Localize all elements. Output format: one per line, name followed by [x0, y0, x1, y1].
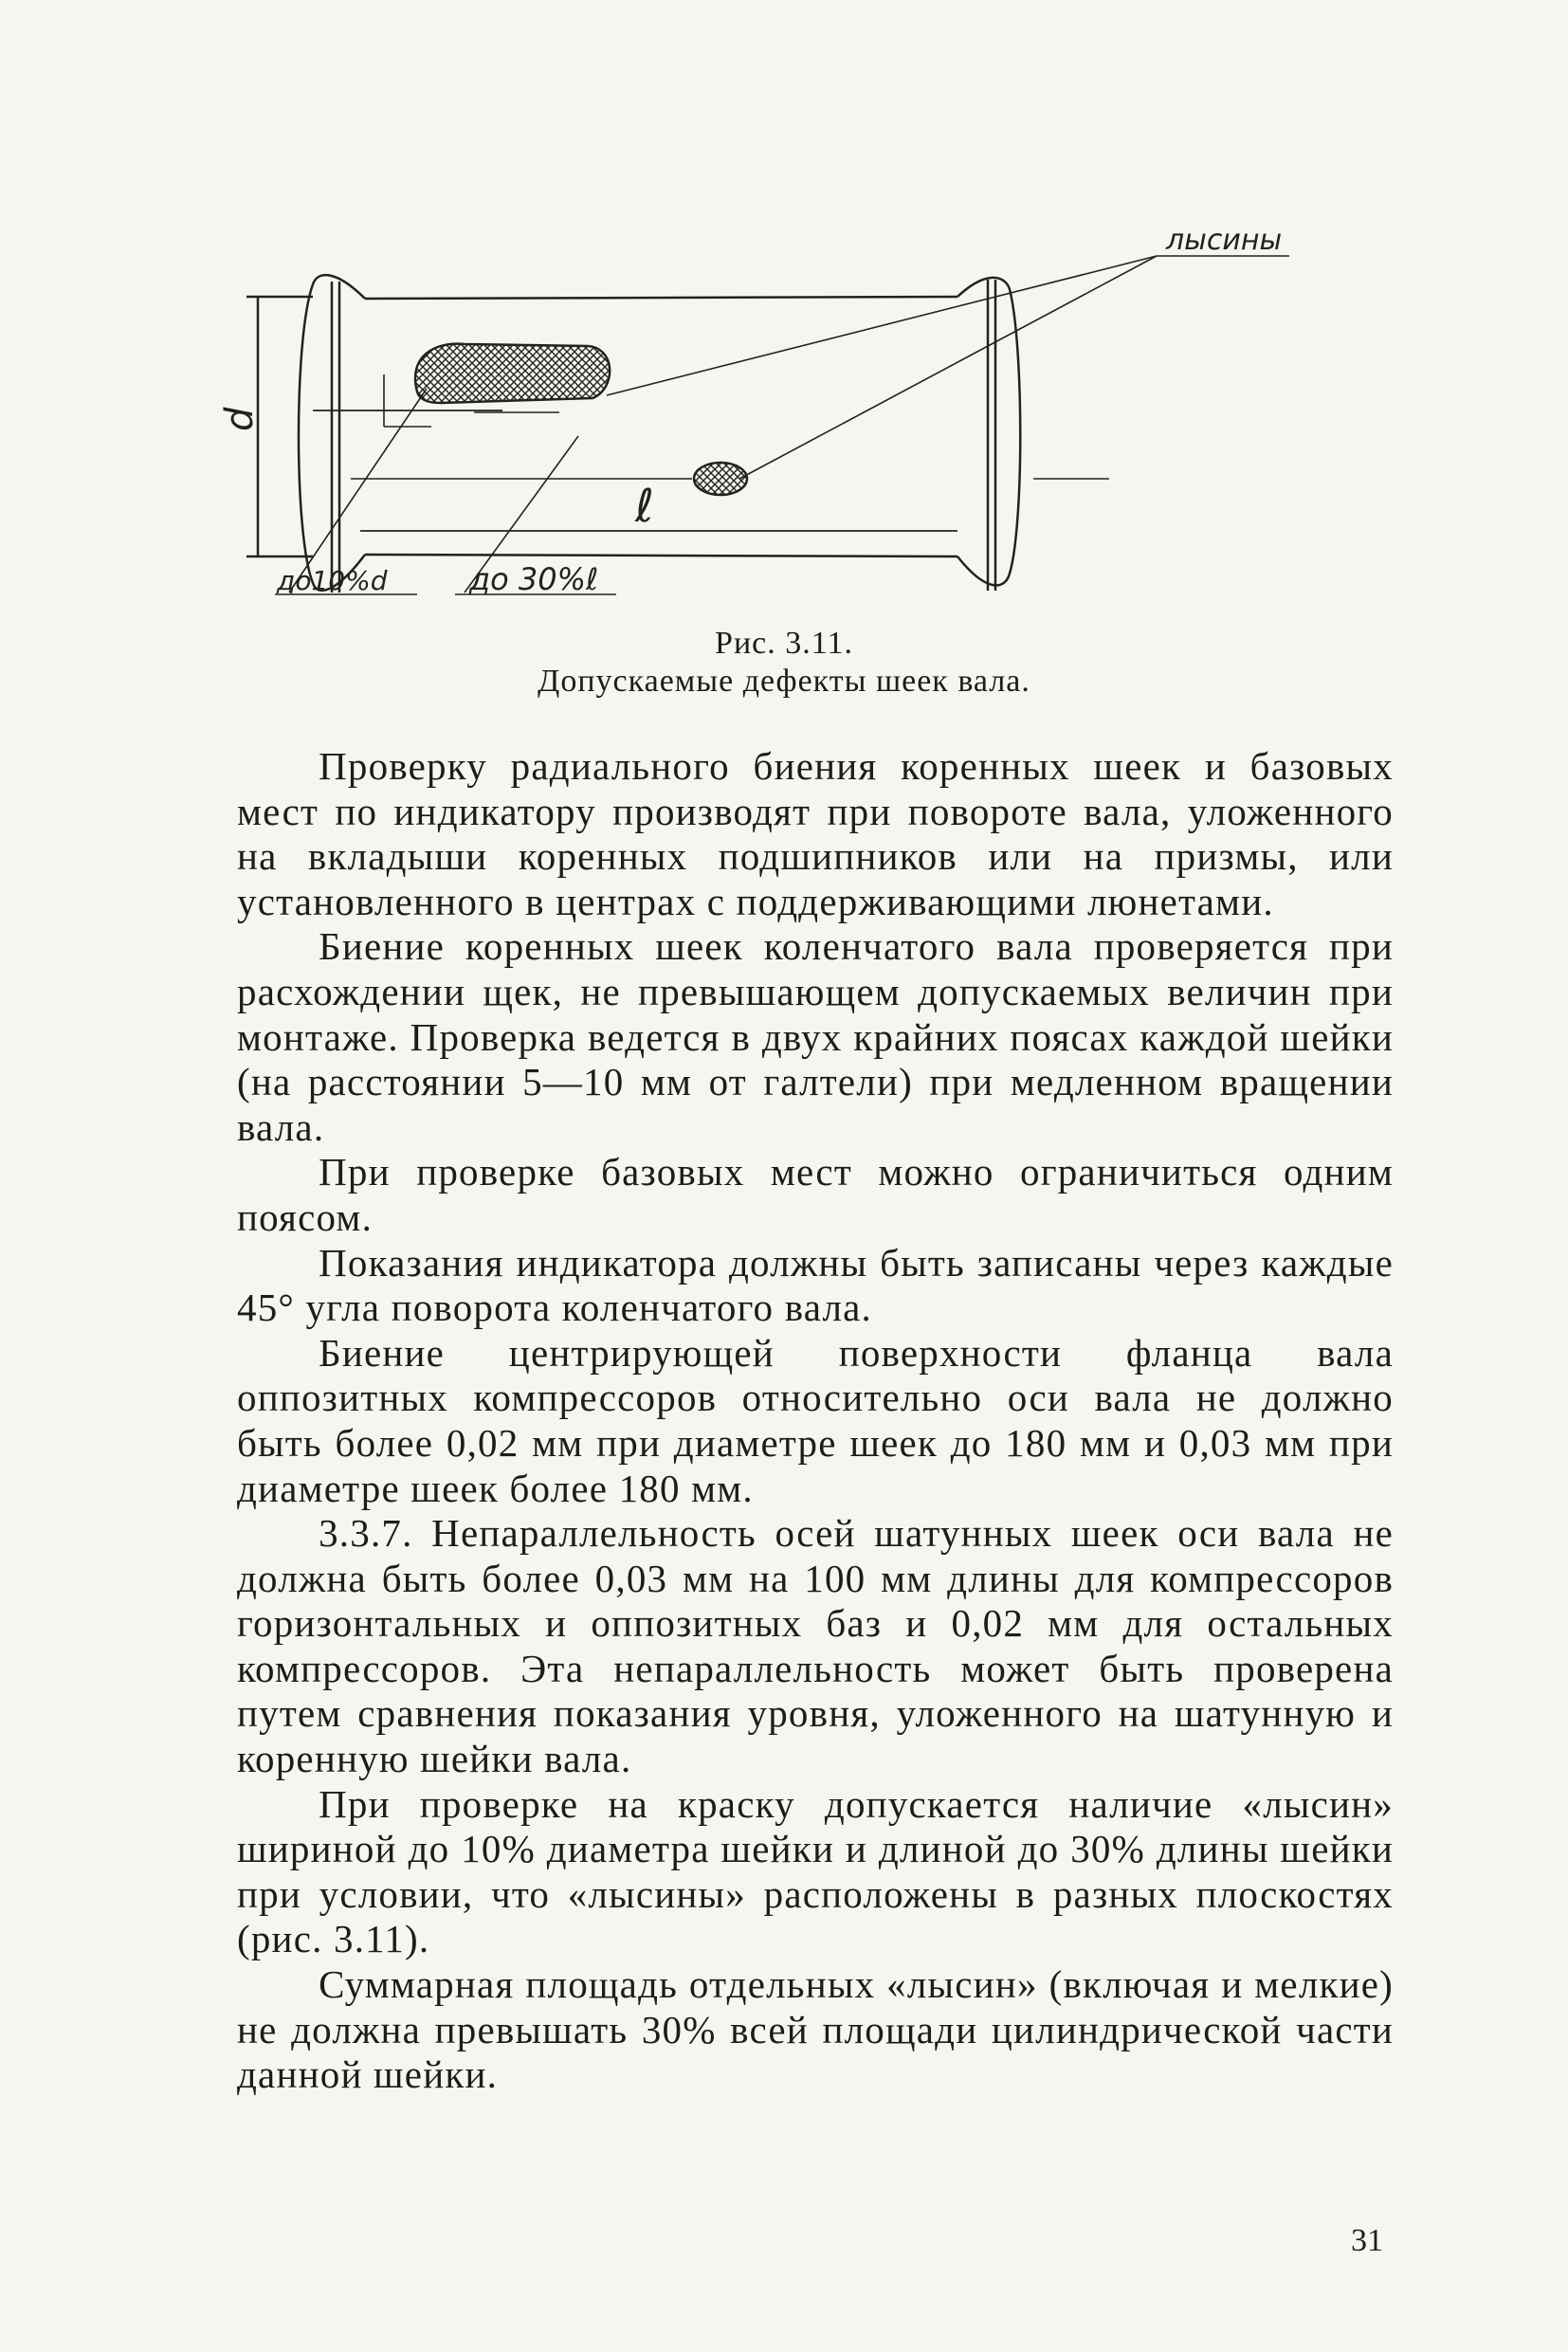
diameter-label: d	[218, 407, 262, 431]
paragraph: Проверку радиального биения коренных шеек и базовых мест по индикатору производят при повороте вала, уложенного на вкладыши коренных подшипников или на призмы, или установленного в центрах с поддерживающими люнетами.	[237, 744, 1394, 923]
figure-caption: Допускаемые дефекты шеек вала.	[538, 664, 1030, 699]
length-label: ℓ	[635, 480, 654, 533]
width-tolerance-note: до10%d	[277, 565, 388, 596]
paragraph: При проверке базовых мест можно ограничиться одним поясом.	[237, 1150, 1394, 1239]
body-text	[237, 744, 1394, 2098]
paragraph: Биение коренных шеек коленчатого вала проверяется при расхождении щек, не превышающем допускаемых величин при монтаже. Проверка ведется в двух крайних поясах каждой шейки (на расстоянии 5—10 мм от галтели) при медленном вращении вала.	[237, 924, 1394, 1149]
paragraph: 3.3.7. Непараллельность осей шатунных шеек оси вала не должна быть более 0,03 мм на 100 мм длины для компрессоров горизонтальных и оппозитных баз и 0,02 мм для остальных компрессоров. Эта непараллельность может быть проверена путем сравнения показания уровня, уложенного на шатунную и коренную шейки вала.	[237, 1511, 1394, 1781]
page-number: 31	[1351, 2223, 1383, 2258]
paragraph: Показания индикатора должны быть записаны через каждые 45° угла поворота коленчатого вала.	[237, 1240, 1394, 1330]
paragraph: Суммарная площадь отдельных «лысин» (включая и мелкие) не должна превышать 30% всей площади цилиндрической части данной шейки.	[237, 1962, 1394, 2097]
flats-callout-label: лысины	[1166, 224, 1283, 257]
flat-large-hatched	[415, 344, 610, 403]
figure-number: Рис. 3.11.	[715, 626, 853, 661]
paragraph: Биение центрирующей поверхности фланца вала оппозитных компрессоров относительно оси вала не должно быть более 0,02 мм при диаметре шеек до 180 мм и 0,03 мм при диаметре шеек более 180 мм.	[237, 1330, 1394, 1510]
paragraph: При проверке на краску допускается наличие «лысин» шириной до 10% диаметра шейки и длиной до 30% длины шейки при условии, что «лысины» расположены в разных плоскостях (рис. 3.11).	[237, 1781, 1394, 1961]
length-tolerance-note: до 30%ℓ	[469, 561, 599, 597]
flat-small-hatched	[694, 463, 747, 495]
shaft-journal-diagram	[218, 223, 1356, 621]
shaft-journal-outline	[365, 297, 957, 556]
